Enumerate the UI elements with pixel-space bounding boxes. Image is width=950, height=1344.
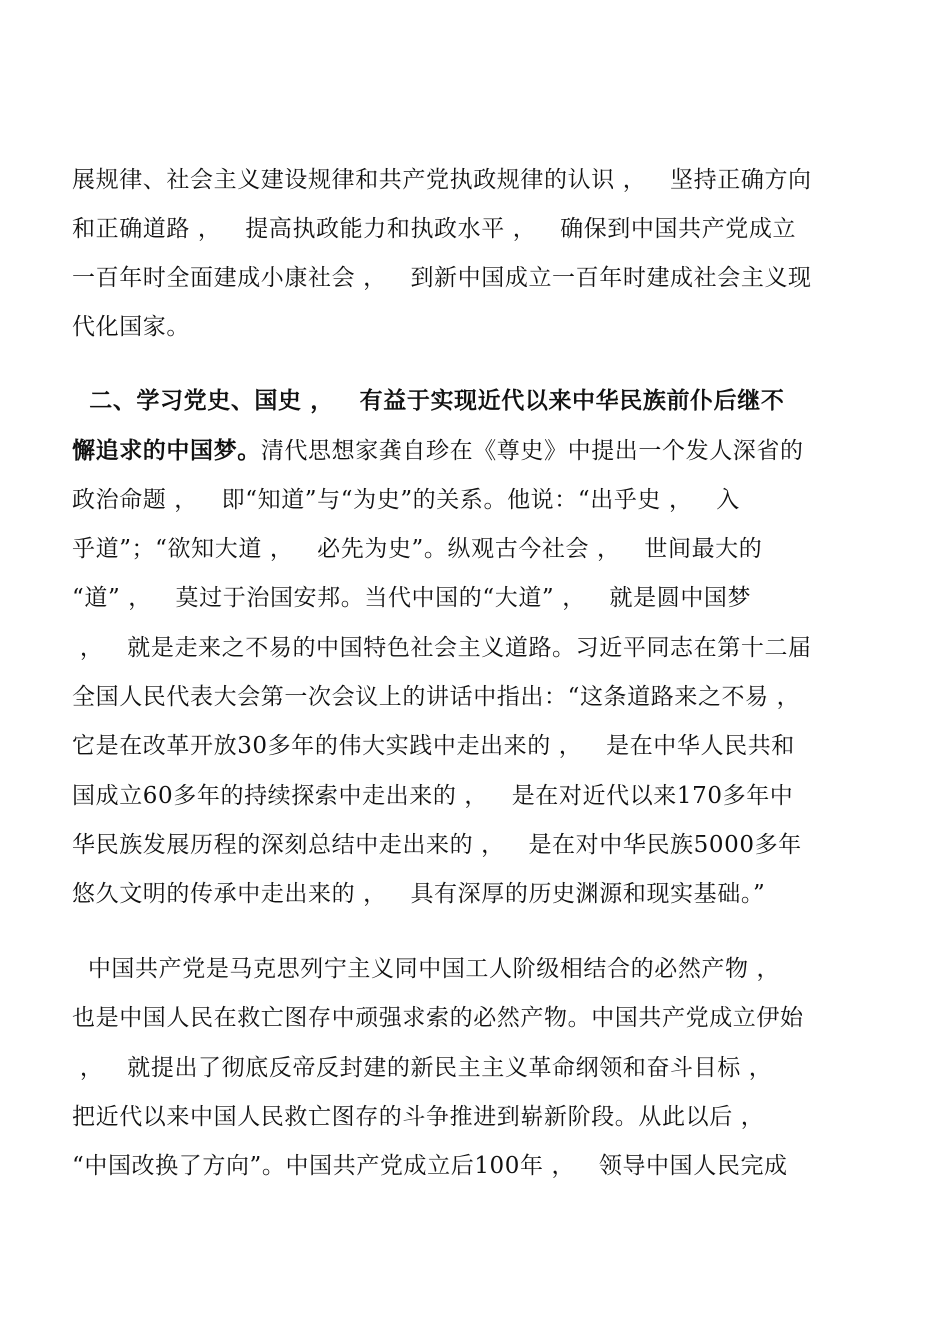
paragraph-2-line-5: “道” ， 莫过于治国安邦。当代中国的“大道” ， 就是圆中国梦 — [72, 585, 752, 611]
paragraph-3-line-2: 也是中国人民在救亡图存中顽强求索的必然产物。中国共产党成立伊始 — [72, 1005, 804, 1031]
paragraph-3-line-5: “中国改换了方向”。中国共产党成立后100年 ， 领导中国人民完成 — [72, 1153, 788, 1179]
paragraph-2-line-3: 政治命题 ， 即“知道”与“为史”的关系。他说：“出乎史 ， 入 — [72, 487, 740, 513]
paragraph-3-line-3: ， 就提出了彻底反帝反封建的新民主主义革命纲领和奋斗目标 ， — [72, 1055, 773, 1081]
paragraph-2-line-9: 国成立60多年的持续探索中走出来的 ， 是在对近代以来170多年中 — [72, 783, 794, 809]
paragraph-2-line-6: ， 就是走来之不易的中国特色社会主义道路。习近平同志在第十二届 — [72, 635, 812, 661]
paragraph-2-line-8: 它是在改革开放30多年的伟大实践中走出来的 ， 是在中华人民共和 — [72, 733, 795, 759]
paragraph-1-line-2: 和正确道路 ， 提高执政能力和执政水平 ， 确保到中国共产党成立 — [72, 216, 797, 242]
paragraph-3-line-1: 中国共产党是马克思列宁主义同中国工人阶级相结合的必然产物 ， — [72, 956, 781, 982]
paragraph-2-line-7: 全国人民代表大会第一次会议上的讲话中指出：“这条道路来之不易 ， — [72, 684, 801, 710]
paragraph-2-line-4: 乎道”；“欲知大道 ， 必先为史”。纵观古今社会 ， 世间最大的 — [72, 536, 763, 562]
section-heading-line-2: 懈追求的中国梦。 — [72, 437, 261, 464]
paragraph-3-line-4: 把近代以来中国人民救亡图存的斗争推进到崭新阶段。从此以后 ， — [72, 1104, 765, 1130]
paragraph-2-line-2-text: 清代思想家龚自珍在《尊史》中提出一个发人深省的 — [260, 438, 804, 464]
paragraph-2-line-11: 悠久文明的传承中走出来的 ， 具有深厚的历史渊源和现实基础。” — [72, 881, 766, 907]
paragraph-2-line-10: 华民族发展历程的深刻总结中走出来的 ， 是在对中华民族5000多年 — [72, 832, 802, 858]
paragraph-1-line-3: 一百年时全面建成小康社会 ， 到新中国成立一百年时建成社会主义现 — [72, 265, 812, 291]
section-heading-line-1: 二、学习党史、国史 ， 有益于实现近代以来中华民族前仆后继不 — [72, 387, 785, 414]
paragraph-1-line-4: 代化国家。 — [72, 314, 190, 340]
paragraph-1-line-1: 展规律、社会主义建设规律和共产党执政规律的认识 ， 坚持正确方向 — [72, 167, 812, 193]
paragraph-2-line-2 — [72, 428, 878, 474]
